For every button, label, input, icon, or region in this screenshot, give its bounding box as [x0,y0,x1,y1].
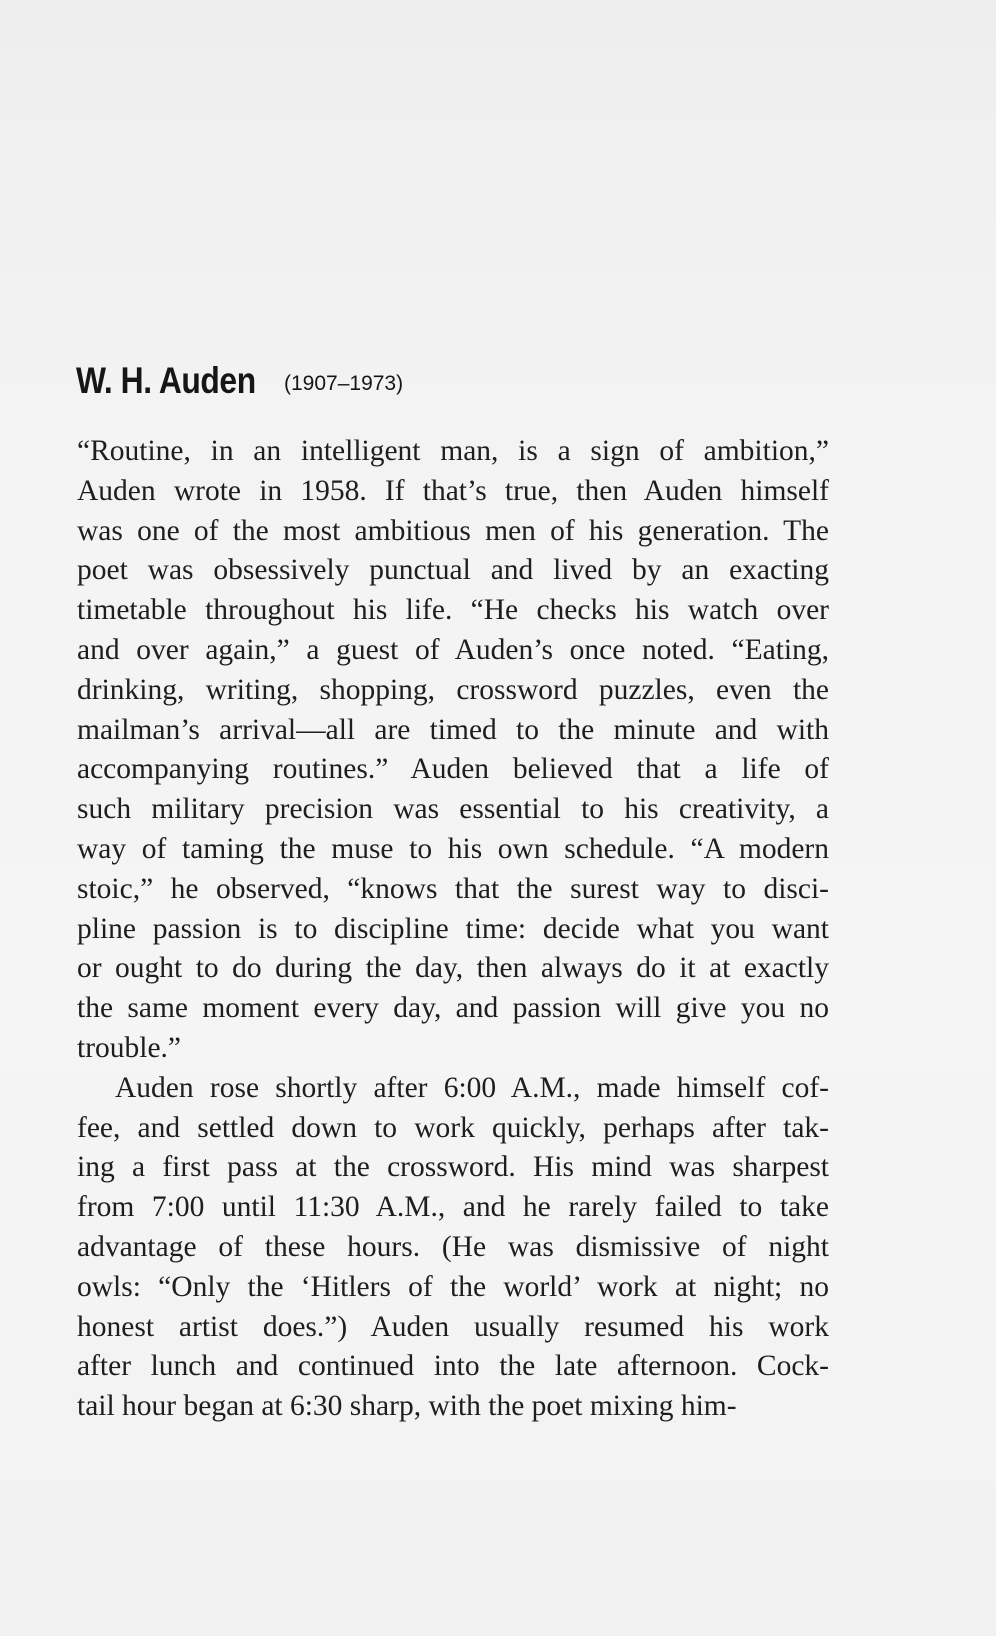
text-line: honest artist does.”) Auden usually resumed his work [77,1310,829,1343]
text-line: the same moment every day, and passion will give you no [77,992,829,1025]
text-line: advantage of these hours. (He was dismissive of night [77,1230,829,1263]
text-line: Auden rose shortly after 6:00 A.M., made himself cof- [115,1071,829,1104]
text-line: or ought to do during the day, then always do it at exactly [77,952,829,985]
text-line: trouble.” [77,1031,182,1064]
paragraph [77,432,829,1069]
author-name: W. H. Auden [76,360,256,401]
text-line: after lunch and continued into the late afternoon. Cock- [77,1350,829,1383]
text-line: drinking, writing, shopping, crossword puzzles, even the [77,673,829,706]
author-dates: (1907–1973) [284,372,404,395]
text-line: fee, and settled down to work quickly, perhaps after tak- [77,1111,829,1144]
text-line: stoic,” he observed, “knows that the surest way to disci- [77,872,829,905]
text-line: and over again,” a guest of Auden’s once noted. “Eating, [77,633,829,666]
text-line: way of taming the muse to his own schedule. “A modern [77,832,829,865]
text-line: accompanying routines.” Auden believed that a life of [77,753,829,786]
body-text [77,432,829,1427]
text-line: such military precision was essential to his creativity, a [77,793,829,826]
paragraph [77,1069,829,1427]
text-line: poet was obsessively punctual and lived by an exacting [77,554,829,587]
text-line: owls: “Only the ‘Hitlers of the world’ work at night; no [77,1270,829,1303]
text-line: Auden wrote in 1958. If that’s true, then Auden himself [77,474,829,507]
section-heading [76,360,404,402]
text-line: from 7:00 until 11:30 A.M., and he rarely failed to take [77,1191,829,1224]
text-line: ing a first pass at the crossword. His mind was sharpest [77,1151,829,1184]
text-line: “Routine, in an intelligent man, is a sign of ambition,” [77,435,829,467]
text-line: tail hour began at 6:30 sharp, with the poet mixing him- [77,1390,737,1423]
text-line: was one of the most ambitious men of his generation. The [77,514,829,547]
text-line: timetable throughout his life. “He checks his watch over [77,594,829,627]
text-line: pline passion is to discipline time: decide what you want [77,912,829,945]
text-line: mailman’s arrival—all are timed to the minute and with [77,713,829,746]
